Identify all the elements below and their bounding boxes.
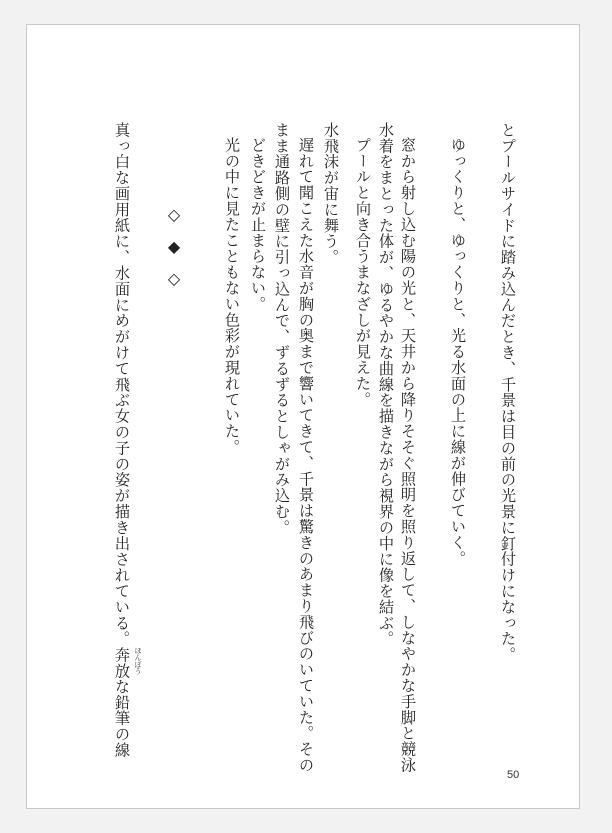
text-line: どきどきが止まらない。 (249, 137, 267, 312)
text-line-body: 真っ白な画用紙に、水面にめがけて飛ぶ女の子の姿が描き出されている。 (113, 122, 131, 647)
book-page (26, 24, 580, 809)
text-line: 水着をまとった体が、ゆるやかな曲線を描きながら視界の中に像を結ぶ。 (377, 122, 395, 647)
ruby-base: 奔放 (113, 646, 131, 679)
text-line: 水飛沫が宙に舞う。 (322, 122, 340, 266)
ruby-reading: ほんぽう (134, 646, 142, 675)
text-line: 窓から射し込む陽の光と、天井から降りそそぐ照明を照り返して、しなやかな手脚と競泳 (399, 137, 417, 773)
text-line: 遅れて聞こえた水音が胸の奥まで響いてきて、千景は驚きのあまり飛びのいていた。その (297, 137, 315, 773)
text-line: 光の中に見たこともない色彩が現れていた。 (223, 137, 241, 455)
page-number: 50 (507, 769, 520, 781)
text-line (111, 122, 142, 759)
ruby-word (111, 646, 142, 679)
text-line: ゆっくりと、ゆっくりと、光る水面の上に線が伸びていく。 (449, 137, 467, 567)
scene-break-middle: ◆ (167, 237, 181, 256)
text-line: とプールサイドに踏み込んだとき、千景は目の前の光景に釘付けになった。 (499, 122, 517, 663)
scene-break-bottom: ◇ (167, 269, 181, 288)
scene-break-top: ◇ (167, 205, 181, 224)
text-line: プールと向き合うまなざしが見えた。 (354, 137, 372, 408)
text-line-tail: な鉛筆の線 (113, 678, 131, 759)
text-line: まま通路側の壁に引っ込んで、ずるずるとしゃがみ込む。 (273, 122, 291, 536)
